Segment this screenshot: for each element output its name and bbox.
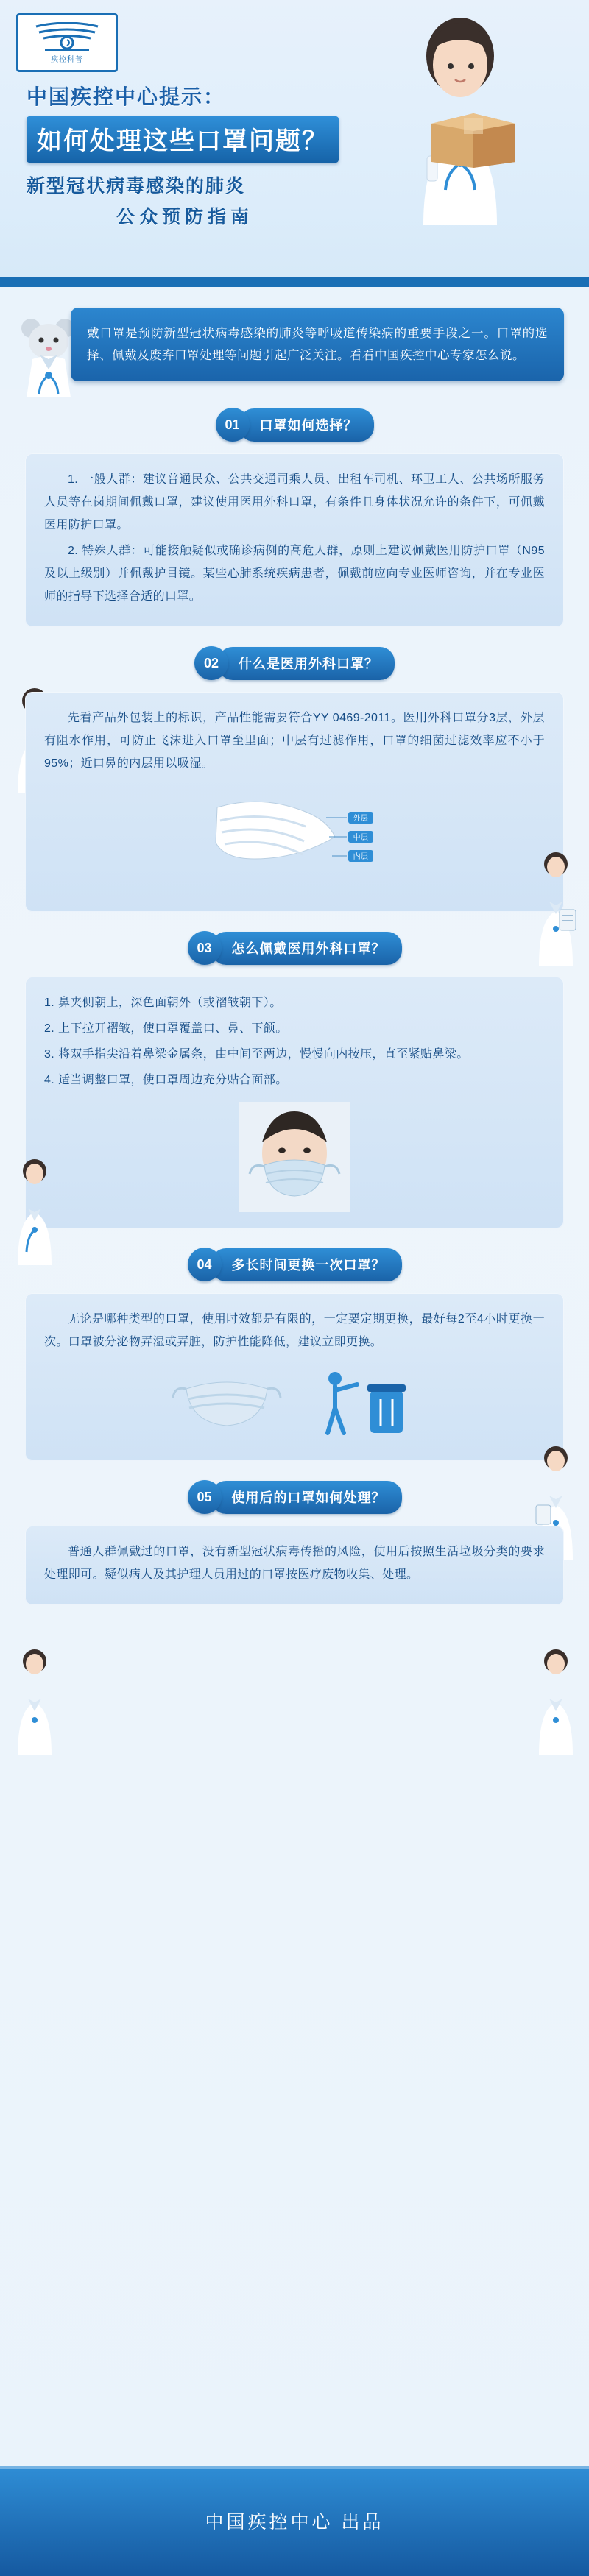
surgical-mask-layers-illustration [202, 785, 387, 896]
person-wearing-mask-photo [239, 1102, 350, 1212]
section-01-number: 01 [216, 408, 250, 442]
section-04-para-1: 无论是哪种类型的口罩，使用时效都是有限的，一定要定期更换，最好每2至4小时更换一次。口罩被分泌物弄湿或弄脏，防护性能降低，建议立即更换。 [44, 1313, 545, 1348]
section-01-para-2: 2. 特殊人群：可能接触疑似或确诊病例的高危人群，原则上建议佩戴医用防护口罩（N95及以上级别）并佩戴护目镜。某些心肺系统疾病患者，佩戴前应向专业医师咨询，并在专业医师的指导下选择合适的口罩。 [44, 545, 545, 603]
section-04-figure-row [44, 1364, 545, 1445]
header-banner [0, 0, 589, 287]
section-02-title-text: 什么是医用外科口罩？ [218, 647, 395, 680]
headline-line3: 新型冠状病毒感染的肺炎 [27, 176, 246, 197]
layer-label-inner: 内层 [353, 853, 369, 861]
intro-text: 戴口罩是预防新型冠状病毒感染的肺炎等呼吸道传染病的重要手段之一。口罩的选择、佩戴及废弃口罩处理等问题引起广泛关注。看看中国疾控中心专家怎么说。 [87, 327, 548, 362]
logo-mark-icon [33, 22, 101, 52]
intro-section [0, 287, 589, 389]
section-05-body [25, 1526, 564, 1605]
section-03-para-2: 2. 上下拉开褶皱，使口罩覆盖口、鼻、下颌。 [44, 1022, 288, 1035]
section-04-number: 04 [188, 1248, 222, 1281]
section-03-title [188, 931, 402, 965]
bottom-spacer [0, 1605, 589, 1635]
mask-icon [172, 1364, 282, 1445]
section-03-title-text: 怎么佩戴医用外科口罩？ [211, 932, 402, 965]
section-04-title [188, 1248, 402, 1281]
section-05-para-1: 普通人群佩戴过的口罩，没有新型冠状病毒传播的风险，使用后按照生活垃圾分类的要求处理即可。疑似病人及其护理人员用过的口罩按医疗废物收集、处理。 [44, 1546, 545, 1581]
section-02 [0, 627, 589, 912]
section-05-number: 05 [188, 1480, 222, 1514]
headline-line4: 公众预防指南 [116, 207, 253, 227]
section-02-title [194, 646, 395, 680]
section-03-figure-row [44, 1102, 545, 1212]
section-03 [0, 912, 589, 1228]
section-02-body [25, 692, 564, 912]
headline-title: 如何处理这些口罩问题？ [27, 116, 339, 163]
headline-block [27, 81, 439, 229]
section-03-para-1: 1. 鼻夹侧朝上，深色面朝外（或褶皱朝下）。 [44, 997, 282, 1009]
logo-text: 疾控科普 [51, 55, 83, 64]
intro-card [71, 308, 564, 381]
box-illustration [426, 102, 521, 168]
section-04-title-text: 多长时间更换一次口罩？ [211, 1248, 402, 1281]
section-04 [0, 1228, 589, 1461]
cdc-logo [16, 13, 118, 72]
section-03-para-3: 3. 将双手指尖沿着鼻梁金属条，由中间至两边，慢慢向内按压，直至紧贴鼻梁。 [44, 1048, 469, 1061]
footer-banner [0, 2466, 589, 2576]
section-01-title [216, 408, 374, 442]
section-04-body [25, 1293, 564, 1461]
section-02-figure-row [44, 785, 545, 896]
throw-in-trash-icon [307, 1364, 417, 1445]
section-01-body [25, 453, 564, 627]
section-05-title [188, 1480, 402, 1514]
section-01-para-1: 1. 一般人群：建议普通民众、公共交通司乘人员、出租车司机、环卫工人、公共场所服务人员等在岗期间佩戴口罩，建议使用医用外科口罩，有条件且身体状况允许的条件下，可佩戴医用防护口罩。 [44, 473, 545, 531]
layer-label-outer: 外层 [353, 815, 369, 823]
doctor-right-3-icon [530, 1645, 582, 1755]
section-05-title-text: 使用后的口罩如何处理？ [211, 1481, 402, 1514]
section-01 [0, 389, 589, 627]
headline-line1: 中国疾控中心提示： [27, 85, 226, 108]
footer-text: 中国疾控中心 出品 [205, 2512, 384, 2533]
section-02-number: 02 [194, 646, 228, 680]
section-01-title-text: 口罩如何选择？ [239, 408, 374, 442]
section-03-number: 03 [188, 931, 222, 965]
section-02-para-1: 先看产品外包装上的标识，产品性能需要符合YY 0469-2011。医用外科口罩分3层，外层有阻水作用，可防止飞沫进入口罩至里面；中层有过滤作用，口罩的细菌过滤效率应不小于95%；近口鼻的内层用以吸湿。 [44, 712, 545, 770]
section-05 [0, 1461, 589, 1605]
section-03-para-4: 4. 适当调整口罩，使口罩周边充分贴合面部。 [44, 1074, 288, 1086]
layer-label-middle: 中层 [353, 834, 369, 842]
doctor-left-3-icon [9, 1645, 60, 1755]
section-03-body [25, 977, 564, 1228]
